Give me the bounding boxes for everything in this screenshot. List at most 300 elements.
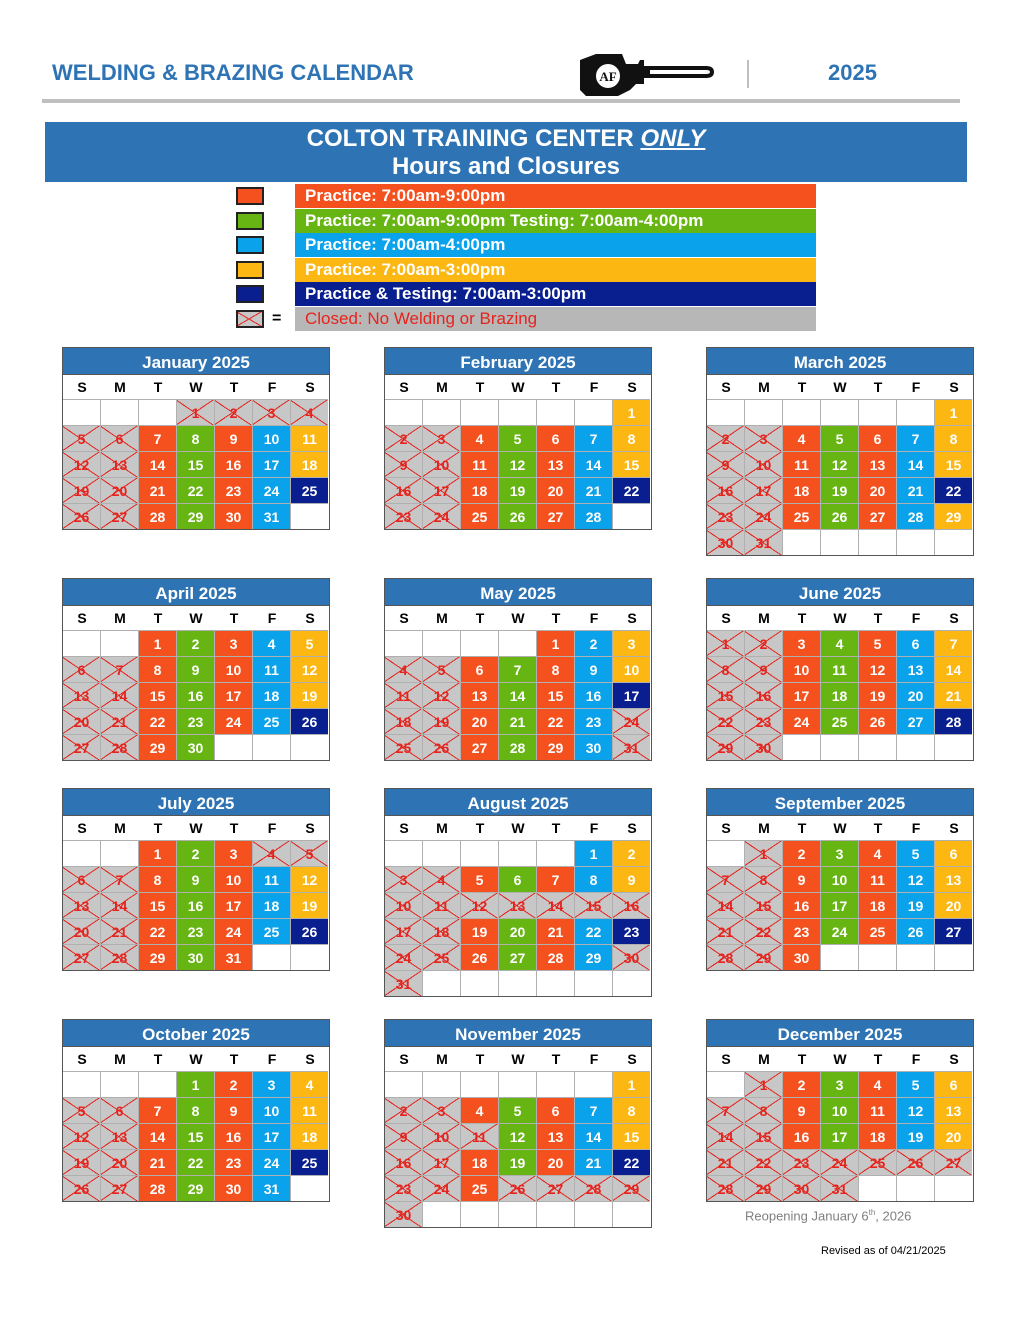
- weekday-label: S: [399, 820, 409, 836]
- day-cell: 21: [139, 477, 177, 503]
- empty-cell: [783, 399, 821, 425]
- empty-cell: [423, 630, 461, 656]
- week-row: [385, 1071, 651, 1097]
- day-cell: 20: [63, 708, 101, 734]
- day-cell: 28: [499, 734, 537, 760]
- pipe-wrench-logo: [578, 50, 718, 100]
- day-cell: 8: [745, 866, 783, 892]
- weekday-label: F: [911, 379, 921, 395]
- empty-cell: [575, 1201, 613, 1227]
- day-cell: 18: [291, 451, 328, 477]
- day-cell: 22: [575, 918, 613, 944]
- day-cell: 2: [575, 630, 613, 656]
- legend-label: Practice: 7:00am-4:00pm: [295, 233, 816, 257]
- day-cell: 31: [253, 503, 291, 529]
- legend-row: [232, 258, 816, 282]
- day-cell: 18: [461, 477, 499, 503]
- day-cell: 25: [783, 503, 821, 529]
- weekday-label: T: [797, 379, 807, 395]
- day-cell: 31: [745, 529, 783, 555]
- day-cell: 15: [613, 1123, 650, 1149]
- banner-line-1: COLTON TRAINING CENTER ONLY: [306, 125, 706, 152]
- weekday-header: [385, 1047, 651, 1071]
- day-cell: 29: [613, 1175, 650, 1201]
- weekday-label: T: [229, 1051, 239, 1067]
- day-cell: 30: [783, 944, 821, 970]
- month-title: February 2025: [384, 347, 652, 375]
- day-cell: 3: [783, 630, 821, 656]
- day-cell: 14: [537, 892, 575, 918]
- empty-cell: [859, 1175, 897, 1201]
- day-cell: 21: [101, 708, 139, 734]
- legend-row: [232, 184, 816, 208]
- day-cell: 19: [897, 1123, 935, 1149]
- day-cell: 23: [613, 918, 650, 944]
- day-cell: 4: [859, 1071, 897, 1097]
- day-cell: 1: [935, 399, 972, 425]
- day-cell: 28: [575, 1175, 613, 1201]
- weekday-label: F: [267, 379, 277, 395]
- weekday-label: S: [949, 1051, 959, 1067]
- day-cell: 23: [783, 918, 821, 944]
- empty-cell: [935, 1175, 972, 1201]
- day-cell: 21: [897, 477, 935, 503]
- day-cell: 17: [253, 451, 291, 477]
- weekday-label: T: [475, 610, 485, 626]
- day-cell: 20: [935, 1123, 972, 1149]
- weekday-label: W: [833, 610, 847, 626]
- day-cell: 12: [461, 892, 499, 918]
- day-cell: 10: [821, 866, 859, 892]
- month-grid: [706, 1047, 974, 1202]
- week-row: [385, 477, 651, 503]
- day-cell: 13: [499, 892, 537, 918]
- week-row: [707, 1149, 973, 1175]
- weekday-label: S: [949, 820, 959, 836]
- day-cell: 24: [783, 708, 821, 734]
- day-cell: 26: [423, 734, 461, 760]
- day-cell: 23: [385, 1175, 423, 1201]
- week-row: [707, 477, 973, 503]
- day-cell: 16: [177, 892, 215, 918]
- month-calendar: [62, 578, 330, 761]
- legend-row: [232, 209, 816, 233]
- day-cell: 19: [291, 892, 328, 918]
- weekday-label: W: [189, 610, 203, 626]
- day-cell: 27: [897, 708, 935, 734]
- empty-cell: [499, 1201, 537, 1227]
- day-cell: 1: [537, 630, 575, 656]
- day-cell: 7: [707, 1097, 745, 1123]
- month-calendar: [62, 788, 330, 971]
- day-cell: 26: [63, 1175, 101, 1201]
- day-cell: 16: [385, 1149, 423, 1175]
- day-cell: 8: [935, 425, 972, 451]
- day-cell: 7: [935, 630, 972, 656]
- day-cell: 9: [613, 866, 650, 892]
- day-cell: 3: [821, 840, 859, 866]
- day-cell: 7: [575, 1097, 613, 1123]
- calendar-title: WELDING & BRAZING CALENDAR: [52, 60, 414, 85]
- empty-cell: [461, 630, 499, 656]
- empty-cell: [897, 399, 935, 425]
- day-cell: 9: [385, 1123, 423, 1149]
- legend-label: Practice: 7:00am-9:00pm Testing: 7:00am-4:00pm: [295, 209, 816, 233]
- day-cell: 20: [101, 1149, 139, 1175]
- day-cell: 28: [139, 503, 177, 529]
- day-cell: 29: [139, 734, 177, 760]
- day-cell: 20: [897, 682, 935, 708]
- day-cell: 21: [575, 1149, 613, 1175]
- weekday-label: F: [911, 1051, 921, 1067]
- empty-cell: [101, 630, 139, 656]
- week-row: [63, 1097, 329, 1123]
- day-cell: 14: [499, 682, 537, 708]
- day-cell: 15: [575, 892, 613, 918]
- day-cell: 4: [783, 425, 821, 451]
- month-calendar: [706, 347, 974, 556]
- day-cell: 23: [177, 918, 215, 944]
- day-cell: 10: [253, 1097, 291, 1123]
- weekday-label: M: [758, 610, 770, 626]
- day-cell: 24: [253, 1149, 291, 1175]
- weekday-label: T: [797, 1051, 807, 1067]
- empty-cell: [385, 630, 423, 656]
- day-cell: 5: [291, 840, 328, 866]
- day-cell: 27: [63, 944, 101, 970]
- day-cell: 10: [783, 656, 821, 682]
- weekday-header: [385, 606, 651, 630]
- empty-cell: [461, 970, 499, 996]
- weekday-label: S: [721, 820, 731, 836]
- day-cell: 16: [575, 682, 613, 708]
- weekday-label: S: [77, 1051, 87, 1067]
- day-cell: 4: [385, 656, 423, 682]
- day-cell: 24: [423, 1175, 461, 1201]
- empty-cell: [707, 840, 745, 866]
- weekday-label: S: [77, 379, 87, 395]
- month-grid: [706, 606, 974, 761]
- weekday-label: T: [153, 610, 163, 626]
- day-cell: 22: [177, 1149, 215, 1175]
- day-cell: 11: [423, 892, 461, 918]
- day-cell: 18: [423, 918, 461, 944]
- month-calendar: [706, 578, 974, 761]
- day-cell: 7: [101, 866, 139, 892]
- reopening-note: Reopening January 6th, 2026: [745, 1208, 912, 1224]
- day-cell: 3: [253, 399, 291, 425]
- weekday-label: W: [189, 379, 203, 395]
- empty-cell: [537, 970, 575, 996]
- day-cell: 9: [575, 656, 613, 682]
- day-cell: 16: [783, 1123, 821, 1149]
- day-cell: 23: [745, 708, 783, 734]
- day-cell: 27: [537, 1175, 575, 1201]
- calendar-year: 2025: [828, 60, 877, 85]
- empty-cell: [101, 840, 139, 866]
- weekday-label: S: [77, 610, 87, 626]
- day-cell: 14: [101, 892, 139, 918]
- day-cell: 14: [707, 1123, 745, 1149]
- empty-cell: [821, 734, 859, 760]
- day-cell: 4: [291, 399, 328, 425]
- day-cell: 1: [613, 1071, 650, 1097]
- month-title: October 2025: [62, 1019, 330, 1047]
- day-cell: 1: [745, 1071, 783, 1097]
- week-row: [707, 840, 973, 866]
- legend-row: [232, 282, 816, 306]
- legend-swatch: [236, 212, 264, 230]
- empty-cell: [461, 1201, 499, 1227]
- day-cell: 30: [385, 1201, 423, 1227]
- day-cell: 23: [215, 477, 253, 503]
- weekday-label: T: [153, 820, 163, 836]
- empty-cell: [537, 1071, 575, 1097]
- empty-cell: [707, 399, 745, 425]
- day-cell: 18: [253, 892, 291, 918]
- weekday-label: T: [873, 1051, 883, 1067]
- week-row: [385, 1149, 651, 1175]
- month-grid: [62, 606, 330, 761]
- empty-cell: [745, 399, 783, 425]
- day-cell: 27: [499, 944, 537, 970]
- empty-cell: [783, 734, 821, 760]
- day-cell: 20: [101, 477, 139, 503]
- day-cell: 15: [139, 892, 177, 918]
- day-cell: 10: [385, 892, 423, 918]
- month-grid: [384, 1047, 652, 1228]
- day-cell: 20: [63, 918, 101, 944]
- day-cell: 12: [499, 451, 537, 477]
- day-cell: 23: [783, 1149, 821, 1175]
- day-cell: 13: [537, 451, 575, 477]
- weekday-header: [63, 816, 329, 840]
- week-row: [385, 918, 651, 944]
- day-cell: 23: [707, 503, 745, 529]
- day-cell: 25: [253, 918, 291, 944]
- month-title: January 2025: [62, 347, 330, 375]
- day-cell: 27: [63, 734, 101, 760]
- weekday-label: M: [436, 1051, 448, 1067]
- day-cell: 5: [63, 1097, 101, 1123]
- week-row: [63, 840, 329, 866]
- weekday-header: [707, 816, 973, 840]
- legend-label: Practice: 7:00am-9:00pm: [295, 184, 816, 208]
- empty-cell: [423, 399, 461, 425]
- empty-cell: [897, 734, 935, 760]
- day-cell: 10: [423, 1123, 461, 1149]
- week-row: [385, 734, 651, 760]
- day-cell: 3: [423, 425, 461, 451]
- day-cell: 29: [177, 503, 215, 529]
- day-cell: 29: [745, 944, 783, 970]
- empty-cell: [537, 840, 575, 866]
- day-cell: 15: [537, 682, 575, 708]
- weekday-label: F: [589, 820, 599, 836]
- day-cell: 3: [215, 630, 253, 656]
- day-cell: 21: [707, 1149, 745, 1175]
- month-grid: [62, 1047, 330, 1202]
- day-cell: 17: [745, 477, 783, 503]
- day-cell: 13: [63, 682, 101, 708]
- day-cell: 13: [935, 866, 972, 892]
- day-cell: 12: [897, 866, 935, 892]
- week-row: [385, 1123, 651, 1149]
- weekday-label: T: [229, 610, 239, 626]
- empty-cell: [821, 529, 859, 555]
- day-cell: 2: [177, 630, 215, 656]
- weekday-label: T: [551, 379, 561, 395]
- day-cell: 9: [745, 656, 783, 682]
- day-cell: 22: [177, 477, 215, 503]
- empty-cell: [291, 734, 328, 760]
- day-cell: 11: [461, 451, 499, 477]
- day-cell: 24: [215, 918, 253, 944]
- empty-cell: [783, 529, 821, 555]
- day-cell: 8: [707, 656, 745, 682]
- center-banner: [45, 122, 967, 182]
- week-row: [707, 503, 973, 529]
- day-cell: 9: [177, 866, 215, 892]
- week-row: [385, 682, 651, 708]
- weekday-label: S: [305, 1051, 315, 1067]
- day-cell: 31: [613, 734, 650, 760]
- day-cell: 26: [63, 503, 101, 529]
- day-cell: 10: [423, 451, 461, 477]
- weekday-label: T: [551, 820, 561, 836]
- month-title: September 2025: [706, 788, 974, 816]
- month-title: December 2025: [706, 1019, 974, 1047]
- month-title: November 2025: [384, 1019, 652, 1047]
- empty-cell: [215, 734, 253, 760]
- day-cell: 1: [139, 630, 177, 656]
- day-cell: 22: [537, 708, 575, 734]
- day-cell: 18: [783, 477, 821, 503]
- day-cell: 29: [139, 944, 177, 970]
- day-cell: 7: [897, 425, 935, 451]
- week-row: [385, 866, 651, 892]
- day-cell: 20: [499, 918, 537, 944]
- day-cell: 11: [783, 451, 821, 477]
- day-cell: 16: [783, 892, 821, 918]
- day-cell: 13: [935, 1097, 972, 1123]
- month-calendar: [384, 578, 652, 761]
- empty-cell: [499, 399, 537, 425]
- weekday-label: W: [511, 379, 525, 395]
- weekday-label: W: [833, 820, 847, 836]
- day-cell: 11: [253, 656, 291, 682]
- day-cell: 12: [821, 451, 859, 477]
- week-row: [707, 425, 973, 451]
- week-row: [63, 1071, 329, 1097]
- day-cell: 6: [537, 1097, 575, 1123]
- week-row: [385, 503, 651, 529]
- empty-cell: [859, 734, 897, 760]
- day-cell: 26: [461, 944, 499, 970]
- empty-cell: [613, 970, 650, 996]
- empty-cell: [461, 399, 499, 425]
- week-row: [385, 1175, 651, 1201]
- empty-cell: [63, 630, 101, 656]
- day-cell: 28: [101, 734, 139, 760]
- week-row: [63, 399, 329, 425]
- week-row: [385, 630, 651, 656]
- day-cell: 27: [101, 1175, 139, 1201]
- month-title: June 2025: [706, 578, 974, 606]
- day-cell: 18: [385, 708, 423, 734]
- day-cell: 1: [613, 399, 650, 425]
- weekday-label: T: [551, 1051, 561, 1067]
- empty-cell: [63, 399, 101, 425]
- day-cell: 17: [215, 892, 253, 918]
- empty-cell: [859, 399, 897, 425]
- day-cell: 7: [575, 425, 613, 451]
- day-cell: 16: [707, 477, 745, 503]
- day-cell: 6: [935, 840, 972, 866]
- weekday-label: T: [475, 1051, 485, 1067]
- day-cell: 15: [177, 1123, 215, 1149]
- day-cell: 28: [897, 503, 935, 529]
- day-cell: 2: [783, 840, 821, 866]
- weekday-label: F: [589, 379, 599, 395]
- weekday-label: W: [189, 820, 203, 836]
- month-grid: [706, 375, 974, 556]
- weekday-label: W: [511, 610, 525, 626]
- month-grid: [62, 816, 330, 971]
- week-row: [63, 477, 329, 503]
- day-cell: 6: [101, 1097, 139, 1123]
- day-cell: 17: [821, 892, 859, 918]
- day-cell: 18: [859, 892, 897, 918]
- weekday-label: F: [589, 610, 599, 626]
- day-cell: 9: [707, 451, 745, 477]
- day-cell: 12: [423, 682, 461, 708]
- day-cell: 8: [177, 425, 215, 451]
- month-title: March 2025: [706, 347, 974, 375]
- day-cell: 24: [423, 503, 461, 529]
- day-cell: 8: [745, 1097, 783, 1123]
- week-row: [707, 1123, 973, 1149]
- weekday-label: S: [721, 1051, 731, 1067]
- week-row: [63, 1175, 329, 1201]
- day-cell: 28: [575, 503, 613, 529]
- week-row: [385, 708, 651, 734]
- day-cell: 25: [253, 708, 291, 734]
- day-cell: 5: [897, 840, 935, 866]
- empty-cell: [935, 734, 972, 760]
- day-cell: 26: [897, 1149, 935, 1175]
- day-cell: 22: [139, 918, 177, 944]
- day-cell: 9: [177, 656, 215, 682]
- day-cell: 28: [101, 944, 139, 970]
- weekday-label: W: [511, 1051, 525, 1067]
- day-cell: 19: [423, 708, 461, 734]
- day-cell: 24: [253, 477, 291, 503]
- day-cell: 1: [575, 840, 613, 866]
- week-row: [707, 399, 973, 425]
- weekday-label: S: [399, 379, 409, 395]
- day-cell: 30: [215, 503, 253, 529]
- day-cell: 20: [935, 892, 972, 918]
- day-cell: 3: [745, 425, 783, 451]
- day-cell: 3: [215, 840, 253, 866]
- day-cell: 5: [897, 1071, 935, 1097]
- empty-cell: [897, 529, 935, 555]
- weekday-label: T: [475, 379, 485, 395]
- legend-row: [232, 233, 816, 257]
- weekday-label: S: [399, 1051, 409, 1067]
- day-cell: 1: [177, 1071, 215, 1097]
